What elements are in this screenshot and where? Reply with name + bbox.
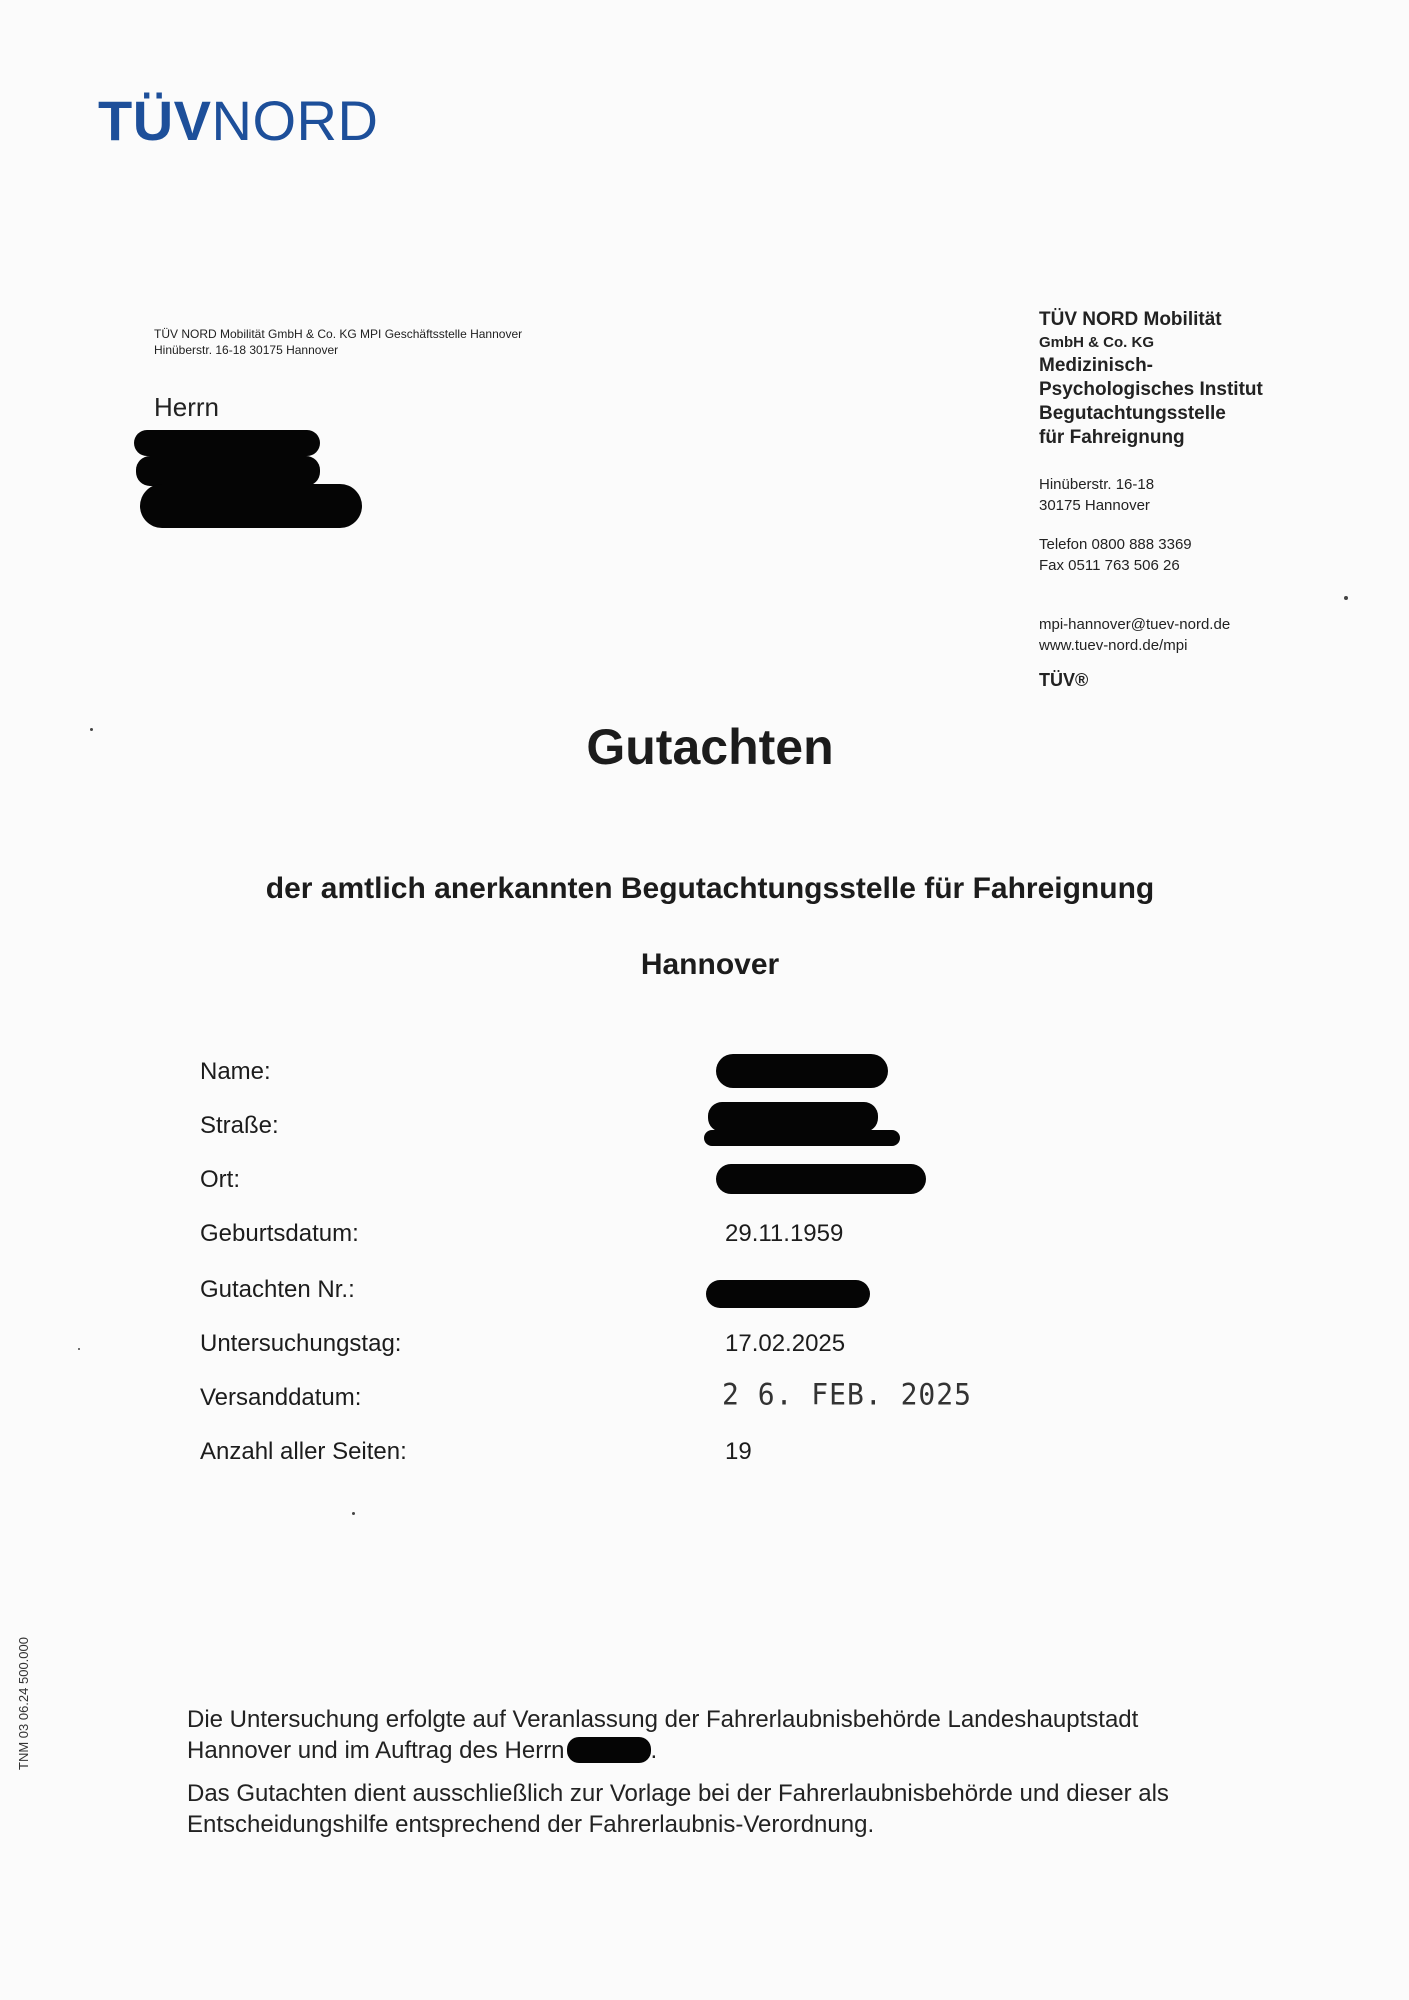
institute-street: Hinüberstr. 16-18 (1039, 476, 1155, 493)
report-no-label: Gutachten Nr.: (200, 1276, 355, 1303)
footer-paragraph-1-text: Die Untersuchung erfolgte auf Veranlassung der Fahrerlaubnisbehörde Landeshauptstadt Hannover und im Auftrag des Herrn (187, 1706, 1139, 1764)
redaction-bar (134, 430, 320, 456)
form-code: TNM 03 06.24 500.000 (16, 1637, 31, 1770)
sender-address (154, 326, 522, 358)
tuv-mark: TÜV® (1039, 670, 1089, 690)
detail-row-pages (200, 1438, 1000, 1478)
institute-phone: Telefon 0800 888 3369 (1039, 536, 1192, 553)
redaction-bar (140, 484, 362, 528)
scan-speck (352, 1512, 355, 1515)
institute-email: mpi-hannover@tuev-nord.de (1039, 616, 1231, 633)
footer-text (187, 1704, 1247, 1852)
institute-name-1: TÜV NORD Mobilität (1039, 309, 1222, 330)
footer-paragraph-2: Das Gutachten dient ausschließlich zur Vorlage bei der Fahrerlaubnisbehörde und dieser als Entscheidungshilfe entsprechend der Fahrerlaubnis-Verordnung. (187, 1780, 1169, 1838)
institute-name-3: Medizinisch- (1039, 355, 1154, 376)
detail-row-birthdate (200, 1220, 1000, 1260)
scan-speck (1344, 596, 1348, 600)
detail-row-report-no (200, 1276, 1000, 1316)
redaction-bar (716, 1054, 888, 1088)
sender-line-2: Hinüberstr. 16-18 30175 Hannover (154, 343, 339, 357)
footer-paragraph-1 (187, 1704, 1247, 1766)
document-city: Hannover (640, 948, 780, 981)
document-title: Gutachten (586, 719, 834, 775)
institute-fax: Fax 0511 763 506 26 (1039, 557, 1180, 574)
recipient-salutation: Herrn (154, 392, 220, 422)
redaction-bar (704, 1130, 900, 1146)
institute-city: 30175 Hannover (1039, 497, 1150, 514)
street-label: Straße: (200, 1112, 279, 1139)
institute-info (1039, 308, 1359, 691)
redaction-bar (136, 456, 320, 486)
institute-web: www.tuev-nord.de/mpi (1039, 637, 1188, 654)
institute-name-6: für Fahreignung (1039, 427, 1185, 448)
detail-row-shipping (200, 1377, 1000, 1424)
pages-label: Anzahl aller Seiten: (200, 1438, 407, 1465)
name-label: Name: (200, 1058, 271, 1085)
shipping-label: Versanddatum: (200, 1384, 362, 1411)
redaction-bar (716, 1164, 926, 1194)
institute-name-2: GmbH & Co. KG (1039, 334, 1154, 351)
scan-speck (78, 1348, 80, 1350)
exam-day-value: 17.02.2025 (725, 1330, 846, 1357)
sender-line-1: TÜV NORD Mobilität GmbH & Co. KG MPI Geschäftsstelle Hannover (154, 327, 523, 341)
recipient-block (154, 392, 219, 423)
exam-day-label: Untersuchungstag: (200, 1330, 402, 1357)
footer-paragraph-1-end: . (650, 1737, 658, 1764)
logo-tuv: TÜV (98, 89, 212, 152)
redaction-bar (706, 1280, 870, 1308)
detail-row-exam-day (200, 1330, 1000, 1370)
scan-speck (90, 728, 93, 731)
redaction-bar (567, 1737, 651, 1763)
birthdate-value: 29.11.1959 (725, 1220, 844, 1247)
document-subtitle: der amtlich anerkannten Begutachtungsstelle für Fahreignung (265, 872, 1155, 905)
shipping-date-stamp: 2 6. FEB. 2025 (722, 1377, 973, 1412)
tuv-nord-logo (98, 88, 378, 153)
redaction-bar (708, 1102, 878, 1132)
logo-nord: NORD (211, 89, 379, 152)
institute-name-4: Psychologisches Institut (1039, 379, 1263, 400)
institute-name-5: Begutachtungsstelle (1039, 403, 1226, 424)
place-label: Ort: (200, 1166, 240, 1193)
pages-value: 19 (725, 1438, 752, 1465)
birthdate-label: Geburtsdatum: (200, 1220, 359, 1247)
